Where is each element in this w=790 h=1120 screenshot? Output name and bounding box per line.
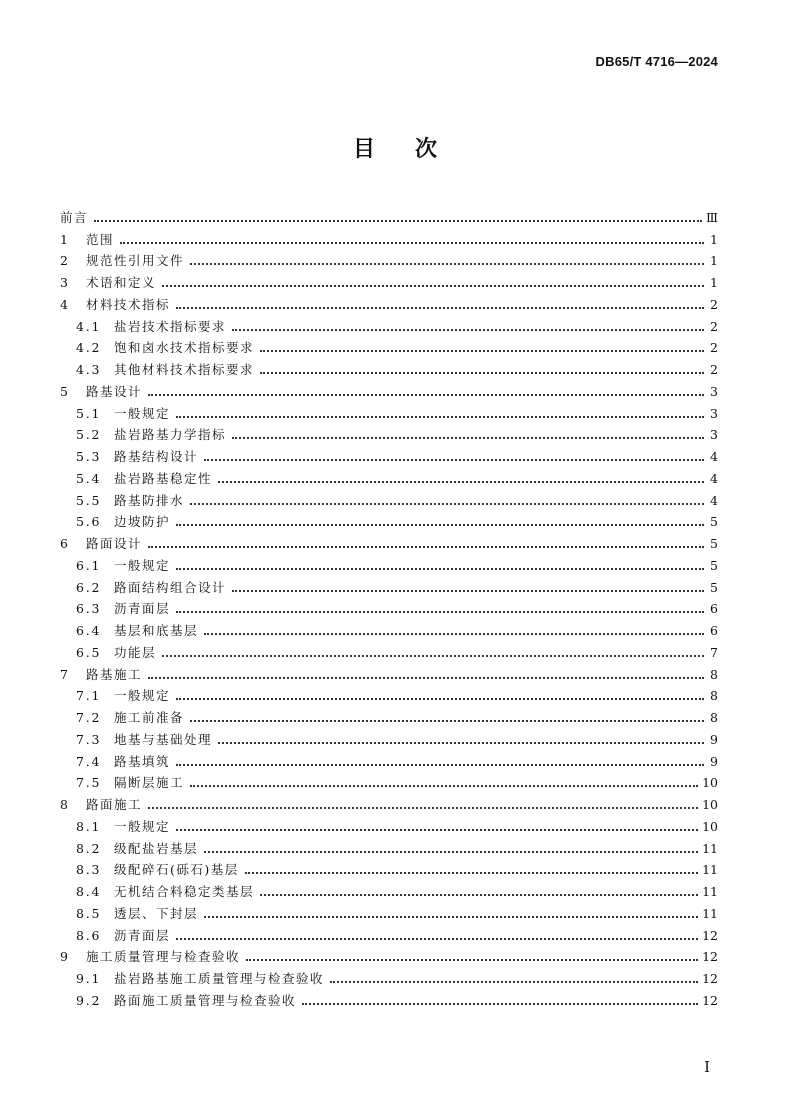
toc-leader-dots bbox=[260, 372, 704, 374]
toc-entry[interactable] bbox=[58, 639, 718, 661]
toc-leader-dots bbox=[260, 350, 704, 352]
toc-entry-label: 沥青面层 bbox=[114, 601, 171, 617]
toc-entry[interactable] bbox=[58, 378, 718, 400]
toc-entry-label: 路基填筑 bbox=[114, 753, 171, 769]
toc-entry-number: 6 bbox=[60, 536, 69, 551]
toc-entry[interactable] bbox=[58, 400, 718, 422]
toc-entry-page: 7 bbox=[710, 644, 718, 660]
table-of-contents bbox=[58, 204, 718, 1009]
toc-entry-label: 路基设计 bbox=[86, 383, 143, 399]
toc-entry-number: 9.1 bbox=[76, 971, 102, 986]
toc-entry-label: 一般规定 bbox=[114, 818, 171, 834]
toc-entry[interactable] bbox=[58, 878, 718, 900]
toc-leader-dots bbox=[176, 698, 704, 700]
toc-leader-dots bbox=[176, 611, 704, 613]
toc-entry[interactable] bbox=[58, 422, 718, 444]
toc-entry-label: 功能层 bbox=[114, 644, 157, 660]
toc-leader-dots bbox=[148, 546, 704, 548]
toc-entry-label: 前言 bbox=[60, 209, 89, 225]
toc-entry-page: 12 bbox=[702, 992, 718, 1008]
toc-leader-dots bbox=[176, 938, 698, 940]
toc-entry-label: 施工前准备 bbox=[114, 710, 185, 725]
toc-entry-page: 10 bbox=[702, 775, 718, 791]
toc-entry-page: 9 bbox=[710, 731, 718, 747]
toc-entry-label: 规范性引用文件 bbox=[86, 253, 185, 269]
toc-entry-page: 3 bbox=[710, 427, 718, 443]
toc-entry[interactable] bbox=[58, 530, 718, 552]
toc-leader-dots bbox=[330, 981, 698, 983]
toc-entry-number: 5 bbox=[60, 383, 69, 399]
toc-entry-page: 1 bbox=[710, 231, 718, 247]
toc-leader-dots bbox=[218, 481, 704, 483]
toc-entry-label: 路基防排水 bbox=[114, 492, 185, 508]
toc-leader-dots bbox=[176, 524, 704, 526]
toc-entry-page: 4 bbox=[710, 449, 718, 464]
toc-leader-dots bbox=[162, 655, 704, 657]
toc-leader-dots bbox=[94, 220, 702, 222]
toc-leader-dots bbox=[148, 394, 704, 396]
toc-entry-number: 8.6 bbox=[76, 927, 102, 943]
toc-entry-number: 9.2 bbox=[76, 992, 102, 1008]
toc-entry-page: 1 bbox=[710, 275, 718, 290]
toc-entry[interactable] bbox=[58, 683, 718, 705]
toc-entry-number: 6.2 bbox=[76, 579, 102, 595]
toc-leader-dots bbox=[190, 503, 704, 505]
toc-entry-label: 沥青面层 bbox=[114, 927, 171, 943]
page-title bbox=[0, 132, 790, 163]
toc-entry-label: 隔断层施工 bbox=[114, 775, 185, 791]
toc-entry-number: 4.2 bbox=[76, 340, 102, 356]
toc-leader-dots bbox=[232, 590, 704, 592]
toc-entry-label: 路面结构组合设计 bbox=[114, 579, 227, 595]
toc-entry-page: 10 bbox=[702, 818, 718, 834]
toc-entry-label: 盐岩路基稳定性 bbox=[114, 470, 213, 486]
toc-leader-dots bbox=[246, 959, 698, 961]
toc-leader-dots bbox=[176, 764, 704, 766]
toc-leader-dots bbox=[190, 720, 704, 722]
toc-entry-page: 9 bbox=[710, 753, 718, 769]
toc-entry[interactable] bbox=[58, 313, 718, 335]
toc-entry-number: 4 bbox=[60, 296, 69, 312]
toc-leader-dots bbox=[218, 742, 704, 744]
toc-entry[interactable] bbox=[58, 835, 718, 857]
toc-entry[interactable] bbox=[58, 443, 718, 465]
toc-leader-dots bbox=[176, 829, 698, 831]
toc-entry-page: 12 bbox=[702, 971, 718, 986]
toc-entry-page: 4 bbox=[710, 470, 718, 486]
toc-entry-page: 6 bbox=[710, 623, 718, 638]
toc-entry[interactable] bbox=[58, 704, 718, 726]
toc-entry-number: 4.1 bbox=[76, 318, 102, 334]
toc-entry-number: 7.2 bbox=[76, 710, 102, 725]
toc-entry[interactable] bbox=[58, 748, 718, 770]
toc-entry-page: 11 bbox=[702, 884, 718, 899]
toc-leader-dots bbox=[162, 285, 704, 287]
toc-entry-number: 8.1 bbox=[76, 818, 102, 834]
toc-entry-page: 5 bbox=[710, 536, 718, 551]
toc-entry[interactable] bbox=[58, 204, 718, 226]
toc-entry[interactable] bbox=[58, 661, 718, 683]
toc-entry[interactable] bbox=[58, 726, 718, 748]
toc-entry-number: 6.4 bbox=[76, 623, 102, 638]
toc-entry-label: 饱和卤水技术指标要求 bbox=[114, 340, 255, 356]
toc-entry-number: 7.4 bbox=[76, 753, 102, 769]
toc-entry[interactable] bbox=[58, 487, 718, 509]
toc-entry-page: 12 bbox=[702, 927, 718, 943]
toc-entry-number: 2 bbox=[60, 253, 69, 269]
toc-entry[interactable] bbox=[58, 248, 718, 270]
toc-entry-label: 路面施工 bbox=[86, 797, 143, 812]
toc-entry-page: 2 bbox=[710, 318, 718, 334]
toc-entry-label: 施工质量管理与检查验收 bbox=[86, 949, 241, 965]
toc-entry-number: 7.5 bbox=[76, 775, 102, 791]
toc-entry-page: 5 bbox=[710, 514, 718, 530]
toc-leader-dots bbox=[176, 416, 704, 418]
toc-entry[interactable] bbox=[58, 900, 718, 922]
toc-entry-label: 盐岩技术指标要求 bbox=[114, 318, 227, 334]
toc-leader-dots bbox=[190, 263, 704, 265]
toc-entry-number: 5.1 bbox=[76, 405, 102, 421]
toc-entry-number: 9 bbox=[60, 949, 69, 965]
toc-leader-dots bbox=[232, 437, 704, 439]
toc-entry-page: 8 bbox=[710, 688, 718, 704]
toc-entry-page: 10 bbox=[702, 797, 718, 812]
toc-entry-page: 2 bbox=[710, 340, 718, 356]
toc-entry[interactable] bbox=[58, 269, 718, 291]
toc-entry-label: 盐岩路基施工质量管理与检查验收 bbox=[114, 971, 325, 986]
toc-entry-number: 4.3 bbox=[76, 362, 102, 377]
toc-entry-label: 路面施工质量管理与检查验收 bbox=[114, 992, 297, 1008]
toc-entry-label: 盐岩路基力学指标 bbox=[114, 427, 227, 443]
toc-entry-number: 1 bbox=[60, 231, 69, 247]
toc-entry-label: 路面设计 bbox=[86, 536, 143, 551]
toc-entry-page: 8 bbox=[710, 666, 718, 682]
toc-entry[interactable] bbox=[58, 617, 718, 639]
toc-entry[interactable] bbox=[58, 291, 718, 313]
toc-entry-label: 路基结构设计 bbox=[114, 449, 199, 464]
toc-entry-label: 边坡防护 bbox=[114, 514, 171, 530]
toc-entry-label: 一般规定 bbox=[114, 405, 171, 421]
toc-entry-page: 2 bbox=[710, 362, 718, 377]
toc-entry-page: 1 bbox=[710, 253, 718, 269]
toc-entry[interactable] bbox=[58, 944, 718, 966]
standard-code: DB65/T 4716—2024 bbox=[595, 54, 718, 69]
toc-entry-label: 基层和底基层 bbox=[114, 623, 199, 638]
toc-entry[interactable] bbox=[58, 965, 718, 987]
toc-entry-number: 8 bbox=[60, 797, 69, 812]
toc-leader-dots bbox=[245, 872, 698, 874]
toc-entry-number: 7.1 bbox=[76, 688, 102, 704]
toc-entry-number: 5.4 bbox=[76, 470, 102, 486]
toc-entry-number: 7.3 bbox=[76, 731, 102, 747]
toc-entry-label: 级配盐岩基层 bbox=[114, 840, 199, 856]
toc-entry-label: 地基与基础处理 bbox=[114, 731, 213, 747]
toc-entry-number: 8.4 bbox=[76, 884, 102, 899]
toc-leader-dots bbox=[204, 851, 698, 853]
toc-entry-label: 一般规定 bbox=[114, 688, 171, 704]
toc-entry-page: Ⅲ bbox=[705, 209, 718, 225]
toc-entry[interactable] bbox=[58, 509, 718, 531]
toc-entry-page: 5 bbox=[710, 579, 718, 595]
toc-entry-label: 其他材料技术指标要求 bbox=[114, 362, 255, 377]
toc-leader-dots bbox=[204, 916, 698, 918]
toc-entry-label: 术语和定义 bbox=[86, 275, 157, 290]
toc-entry-label: 一般规定 bbox=[114, 557, 171, 573]
toc-leader-dots bbox=[148, 807, 698, 809]
toc-entry-number: 7 bbox=[60, 666, 69, 682]
toc-leader-dots bbox=[204, 459, 704, 461]
toc-entry[interactable] bbox=[58, 574, 718, 596]
toc-entry-label: 材料技术指标 bbox=[86, 296, 171, 312]
toc-entry[interactable] bbox=[58, 552, 718, 574]
toc-leader-dots bbox=[232, 329, 704, 331]
toc-entry-number: 6.1 bbox=[76, 557, 102, 573]
toc-entry[interactable] bbox=[58, 987, 718, 1009]
toc-entry-label: 级配碎石(砾石)基层 bbox=[114, 862, 239, 878]
toc-entry-page: 2 bbox=[710, 296, 718, 312]
toc-entry-page: 11 bbox=[702, 862, 718, 878]
toc-entry-page: 4 bbox=[710, 492, 718, 508]
toc-leader-dots bbox=[120, 242, 704, 244]
toc-entry-page: 8 bbox=[710, 710, 718, 725]
toc-entry-label: 无机结合料稳定类基层 bbox=[114, 884, 255, 899]
toc-entry-number: 5.6 bbox=[76, 514, 102, 530]
toc-entry[interactable] bbox=[58, 465, 718, 487]
toc-leader-dots bbox=[176, 568, 704, 570]
toc-leader-dots bbox=[148, 677, 704, 679]
toc-entry[interactable] bbox=[58, 857, 718, 879]
toc-entry-page: 5 bbox=[710, 557, 718, 573]
title-part-2: 次 bbox=[415, 137, 438, 162]
toc-entry-number: 5.2 bbox=[76, 427, 102, 443]
toc-leader-dots bbox=[302, 1003, 698, 1005]
toc-entry[interactable] bbox=[58, 596, 718, 618]
toc-entry[interactable] bbox=[58, 335, 718, 357]
toc-entry-page: 6 bbox=[710, 601, 718, 617]
toc-entry-label: 透层、下封层 bbox=[114, 905, 199, 921]
toc-entry-number: 8.2 bbox=[76, 840, 102, 856]
toc-entry-page: 11 bbox=[702, 905, 718, 921]
toc-entry[interactable] bbox=[58, 813, 718, 835]
toc-entry-number: 6.3 bbox=[76, 601, 102, 617]
title-part-1: 目 bbox=[352, 137, 375, 162]
toc-entry-page: 3 bbox=[710, 383, 718, 399]
toc-entry[interactable] bbox=[58, 922, 718, 944]
toc-entry-page: 11 bbox=[702, 840, 718, 856]
page-number: I bbox=[704, 1058, 710, 1076]
toc-entry-number: 3 bbox=[60, 275, 69, 290]
toc-leader-dots bbox=[176, 307, 704, 309]
toc-entry-page: 12 bbox=[702, 949, 718, 965]
toc-entry-label: 路基施工 bbox=[86, 666, 143, 682]
toc-entry-label: 范围 bbox=[86, 231, 115, 247]
toc-entry-number: 5.3 bbox=[76, 449, 102, 464]
toc-entry-number: 8.5 bbox=[76, 905, 102, 921]
toc-entry-number: 8.3 bbox=[76, 862, 102, 878]
toc-entry[interactable] bbox=[58, 791, 718, 813]
toc-leader-dots bbox=[190, 785, 698, 787]
toc-leader-dots bbox=[260, 894, 698, 896]
toc-entry[interactable] bbox=[58, 770, 718, 792]
toc-entry-number: 6.5 bbox=[76, 644, 102, 660]
toc-entry[interactable] bbox=[58, 226, 718, 248]
toc-entry-page: 3 bbox=[710, 405, 718, 421]
toc-entry-number: 5.5 bbox=[76, 492, 102, 508]
toc-leader-dots bbox=[204, 633, 704, 635]
toc-entry[interactable] bbox=[58, 356, 718, 378]
